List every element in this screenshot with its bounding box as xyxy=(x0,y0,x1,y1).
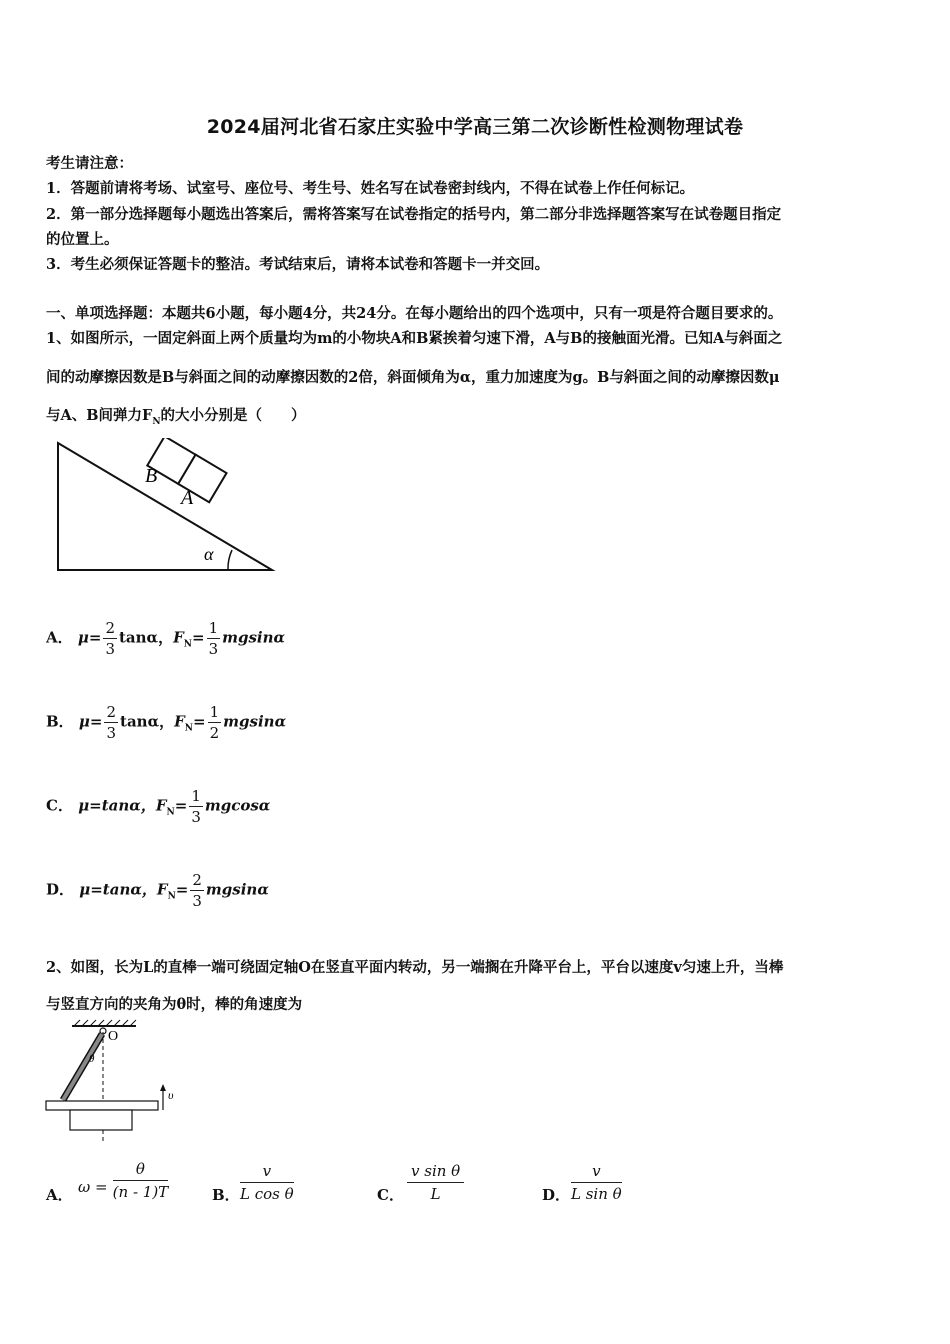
q2-option-b-formula xyxy=(240,1162,294,1203)
notice-heading: 考生请注意： xyxy=(46,155,133,172)
option-letter: A． xyxy=(46,628,73,647)
incline-figure xyxy=(50,438,280,578)
force-label: F xyxy=(155,796,167,815)
mu-label: μ=tanα， xyxy=(79,880,157,899)
force-label: F xyxy=(156,880,168,899)
mu-label: μ=tanα， xyxy=(78,796,156,815)
mu-label: μ= xyxy=(78,712,103,731)
notice-item: 1．答题前请将考场、试室号、座位号、考生号、姓名写在试卷密封线内，不得在试卷上作任何标记。 xyxy=(46,180,695,197)
question-1-text-end: 的大小分别是（ ） xyxy=(160,407,306,424)
question-1-text: 与A、B间弹力F xyxy=(46,407,153,424)
pivot-label: O xyxy=(108,1029,119,1044)
mu-suffix: tanα， xyxy=(118,628,174,647)
formula-fraction: $\frac{\theta}{(n - 1)T}$ xyxy=(112,1160,169,1201)
mu-suffix: tanα， xyxy=(120,712,175,731)
q2-option-c[interactable]: C． xyxy=(377,1186,404,1204)
label-b: B xyxy=(145,465,158,487)
formula-fraction: $\frac{v}{\text{L cos θ}}$ xyxy=(240,1162,294,1203)
option-letter: A． xyxy=(46,1186,73,1204)
formula-fraction: $\frac{\text{v sin θ}}{L}$ xyxy=(407,1162,464,1203)
mu-fraction: $\frac{2}{3}$ xyxy=(105,619,115,658)
question-2-line: 与竖直方向的夹角为θ时，棒的角速度为 xyxy=(46,996,303,1013)
option-letter: D． xyxy=(46,880,75,899)
q2-option-a[interactable] xyxy=(46,1160,73,1204)
velocity-label: υ xyxy=(168,1088,174,1102)
option-c[interactable]: C． μ=tanα，$F_N=$ $\frac{1}{3}$ mgcosα xyxy=(46,787,271,826)
mu-fraction: $\frac{2}{3}$ xyxy=(106,703,117,742)
force-label: F xyxy=(173,628,184,647)
mu-label: μ= xyxy=(77,628,102,647)
question-1-line: 1、如图所示，一固定斜面上两个质量均为m的小物块A和B紧挨着匀速下滑，A与B的接触面光滑。已知A与斜面之 xyxy=(46,330,783,347)
page-title: 2024届河北省石家庄实验中学高三第二次诊断性检测物理试卷 xyxy=(206,116,744,138)
force-suffix: mgsinα xyxy=(222,628,286,647)
question-1-line: 间的动摩擦因数是B与斜面之间的动摩擦因数的2倍，斜面倾角为α，重力加速度为g。B与斜面之间的动摩擦因数μ xyxy=(46,369,780,386)
section-header: 一、单项选择题：本题共6小题，每小题4分，共24分。在每小题给出的四个选项中，只有一项是符合题目要求的。 xyxy=(46,305,783,322)
subscript: N xyxy=(152,416,161,427)
force-suffix: mgcosα xyxy=(204,796,271,815)
notice-item: 3．考生必须保证答题卡的整洁。考试结束后，请将本试卷和答题卡一并交回。 xyxy=(46,256,550,273)
rod-figure xyxy=(44,1018,184,1146)
force-fraction: $\frac{1}{2}$ xyxy=(209,703,220,742)
q2-option-d-formula xyxy=(571,1162,622,1203)
force-suffix: mgsinα xyxy=(223,712,287,731)
q2-option-c-formula xyxy=(407,1162,464,1203)
q2-option-b[interactable]: B． xyxy=(212,1186,240,1204)
force-suffix: mgsinα xyxy=(205,880,269,899)
formula-fraction: $\frac{v}{\text{L sin θ}}$ xyxy=(571,1162,622,1203)
question-1-line xyxy=(46,404,910,427)
option-b[interactable]: B． μ= $\frac{2}{3}$ tanα，$F_N=$ $\frac{1}{2}$ mgsinα xyxy=(46,703,287,742)
option-letter: B． xyxy=(46,712,74,731)
force-fraction: $\frac{1}{3}$ xyxy=(208,619,219,658)
q2-option-d[interactable]: D． xyxy=(542,1186,571,1204)
label-a: A xyxy=(181,487,194,509)
platform xyxy=(46,1101,158,1110)
angle-label: α xyxy=(204,544,214,564)
angle-label: θ xyxy=(89,1053,95,1065)
angle-arc xyxy=(228,550,232,570)
force-fraction: $\frac{1}{3}$ xyxy=(191,787,201,826)
option-d[interactable]: D． μ=tanα，$F_N=$ $\frac{2}{3}$ mgsinα xyxy=(46,871,269,910)
platform-base xyxy=(70,1110,132,1130)
option-letter: C． xyxy=(46,796,73,815)
rod-fill xyxy=(63,1034,102,1100)
arrow-head xyxy=(160,1084,166,1091)
force-label: F xyxy=(174,712,185,731)
q2-option-a-formula xyxy=(78,1160,168,1201)
force-fraction: $\frac{2}{3}$ xyxy=(192,871,202,910)
option-a[interactable]: A． μ= $\frac{2}{3}$ tanα，$F_N=$ $\frac{1}{3}$ mgsinα xyxy=(46,619,286,658)
notice-item: 的位置上。 xyxy=(46,231,119,248)
omega-label: ω = xyxy=(78,1177,108,1196)
question-2-line: 2、如图，长为L的直棒一端可绕固定轴O在竖直平面内转动，另一端搁在升降平台上，平台以速度v匀速上升，当棒 xyxy=(46,959,784,976)
notice-item: 2．第一部分选择题每小题选出答案后，需将答案写在试卷指定的括号内，第二部分非选择题答案写在试卷题目指定 xyxy=(46,206,782,223)
